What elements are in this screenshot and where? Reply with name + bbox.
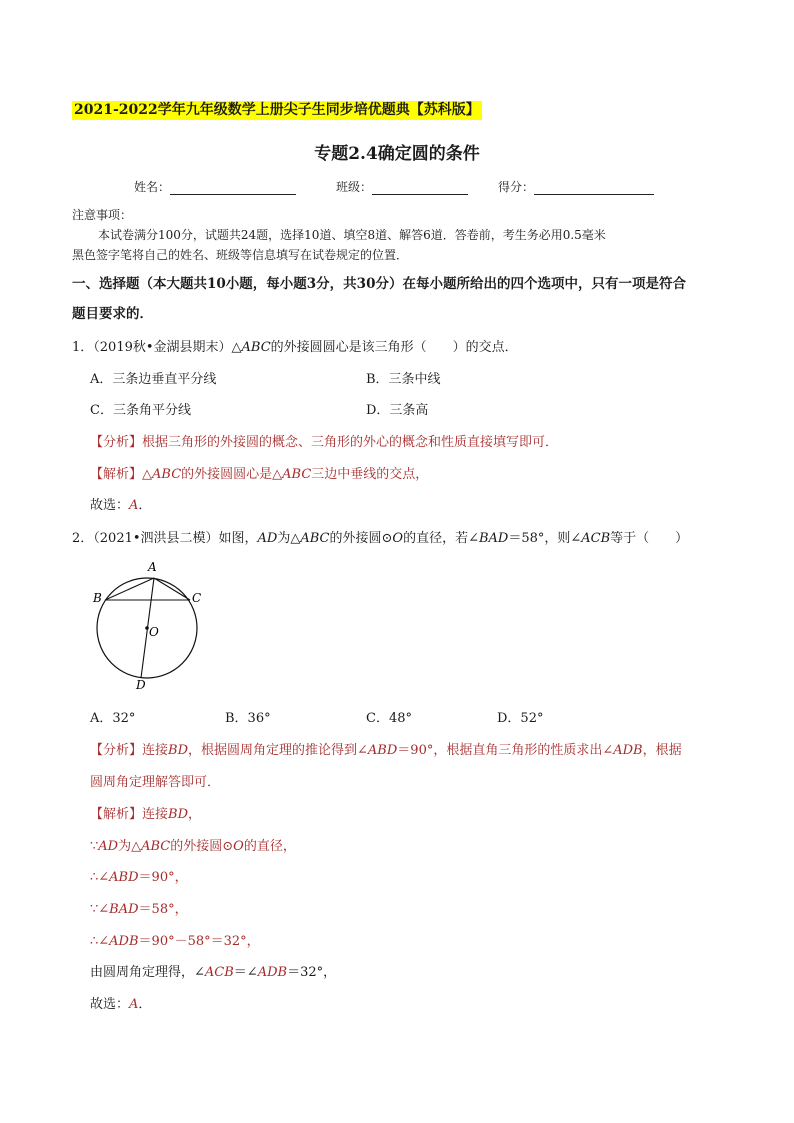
q1-option-d: D．三条高 — [366, 403, 429, 418]
q1-option-c: C．三条角平分线 — [90, 403, 191, 418]
notice-line-2: 黑色签字笔将自己的姓名、班级等信息填写在试卷规定的位置． — [72, 248, 409, 262]
q1-solution: 【解析】△ABC的外接圆圆心是△ABC三边中垂线的交点， — [90, 467, 429, 482]
notice-heading: 注意事项： — [72, 208, 133, 222]
q2-option-d: D．52° — [497, 711, 544, 726]
label-o: O — [149, 625, 159, 639]
q2-option-b: B．36° — [225, 711, 271, 726]
score-field[interactable] — [498, 178, 654, 195]
class-field[interactable] — [336, 178, 468, 195]
series-banner: 2021-2022学年九年级数学上册尖子生同步培优题典【苏科版】 — [74, 102, 480, 118]
q2-option-c: C．48° — [366, 711, 412, 726]
score-blank[interactable] — [534, 182, 654, 195]
circle-figure — [84, 556, 214, 692]
q2-option-a: A．32° — [90, 711, 136, 726]
q2-solution-line-6: 由圆周角定理得，∠ACB＝∠ADB＝32°， — [90, 965, 337, 980]
q2-solution-line-4: ∵∠BAD＝58°， — [90, 902, 188, 917]
q2-solution-line-2: ∵AD为△ABC的外接圆⊙O的直径， — [90, 839, 296, 854]
q2-stem: 2．（2021•泗洪县二模）如图，AD为△ABC的外接圆⊙O的直径，若∠BAD＝58°，则∠ACB等于（ ） — [72, 531, 689, 546]
class-label: 班级： — [336, 180, 373, 194]
name-label: 姓名： — [134, 180, 171, 194]
name-field[interactable] — [134, 178, 296, 195]
q1-answer: 故选：A． — [90, 498, 152, 513]
label-b: B — [93, 591, 102, 605]
class-blank[interactable] — [372, 182, 468, 195]
q2-solution-line-5: ∴∠ADB＝90°－58°＝32°， — [90, 934, 260, 949]
section-heading-line-1: 一、选择题（本大题共10小题，每小题3分，共30分）在每小题所给出的四个选项中，只有一项是符合 — [72, 276, 686, 292]
q2-solution-line-3: ∴∠ABD＝90°， — [90, 870, 188, 885]
q2-analysis-line-1: 【分析】连接BD，根据圆周角定理的推论得到∠ABD＝90°，根据直角三角形的性质求出∠ADB，根据 — [90, 743, 682, 758]
q2-analysis-line-2: 圆周角定理解答即可． — [90, 775, 221, 790]
label-d: D — [136, 678, 146, 692]
notice-line-1: 本试卷满分100分，试题共24题，选择10道、填空8道、解答6道．答卷前，考生务必用0.5毫米 — [98, 228, 606, 242]
page-title: 专题2.4确定圆的条件 — [314, 144, 480, 164]
q1-option-a: A．三条边垂直平分线 — [90, 372, 217, 387]
q2-solution-line-1: 【解析】连接BD， — [90, 807, 202, 822]
score-label: 得分： — [498, 180, 535, 194]
segment-ac — [154, 578, 190, 600]
section-heading-line-2: 题目要求的． — [72, 306, 153, 322]
label-c: C — [192, 591, 202, 605]
q1-analysis: 【分析】根据三角形的外接圆的概念、三角形的外心的概念和性质直接填写即可． — [90, 435, 559, 450]
q1-option-b: B．三条中线 — [366, 372, 441, 387]
q1-stem: 1．（2019秋•金湖县期末）△ABC的外接圆圆心是该三角形（ ）的交点． — [72, 340, 518, 355]
q2-answer: 故选：A． — [90, 997, 152, 1012]
label-a: A — [148, 560, 157, 574]
name-blank[interactable] — [170, 182, 296, 195]
